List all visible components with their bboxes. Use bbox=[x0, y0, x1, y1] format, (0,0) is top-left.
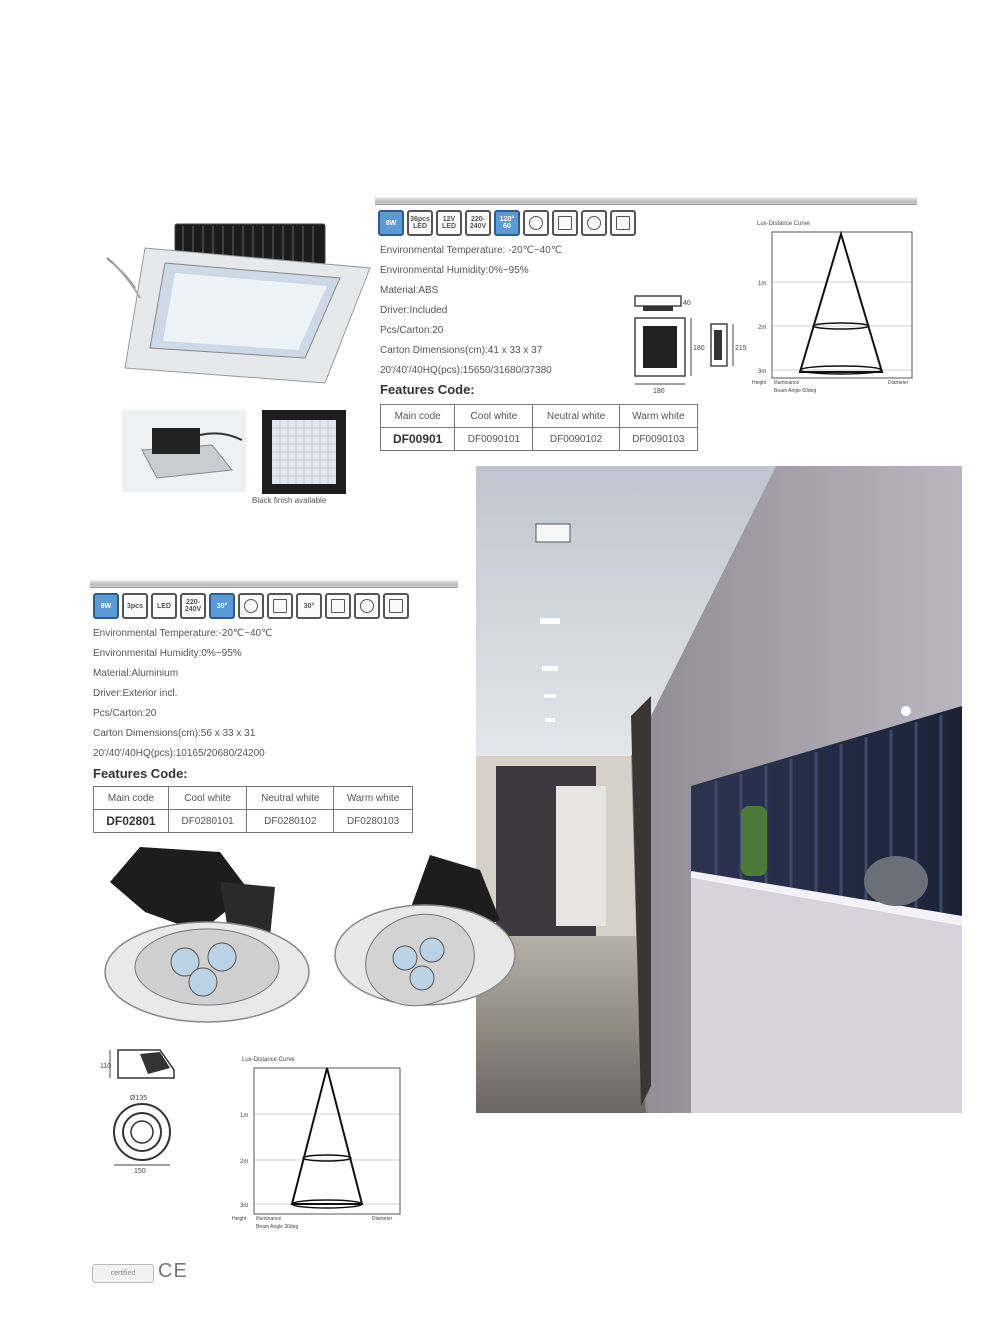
curve-2m: 2m bbox=[758, 325, 767, 331]
header-warm-white: Warm white bbox=[619, 405, 697, 428]
warm-white-code: DF0280103 bbox=[334, 810, 413, 833]
led-count-icon: 36pcs LED bbox=[407, 210, 433, 236]
neutral-white-code: DF0280102 bbox=[247, 810, 334, 833]
curve-diameter-label: Diameter bbox=[888, 380, 909, 386]
spec-temperature: Environmental Temperature: -20℃~40℃ bbox=[380, 245, 563, 256]
header-cool-white: Cool white bbox=[455, 405, 533, 428]
curve-illuminance-label: Illuminance bbox=[256, 1216, 282, 1222]
product2-features-title: Features Code: bbox=[93, 766, 188, 781]
spec-driver: Driver:Included bbox=[380, 305, 448, 316]
product1-features-title: Features Code: bbox=[380, 382, 475, 397]
product1-driver-photo bbox=[122, 410, 246, 492]
dim-cutout-label: Ø135 bbox=[130, 1095, 148, 1102]
power-icon: 8W bbox=[378, 210, 404, 236]
spec-humidity: Environmental Humidity:0%~95% bbox=[380, 265, 529, 276]
product1-black-finish-photo bbox=[262, 410, 346, 494]
neutral-white-code: DF0090102 bbox=[533, 428, 619, 451]
spec-humidity: Environmental Humidity:0%~95% bbox=[93, 648, 242, 659]
curve-illuminance-label: Illuminance bbox=[774, 380, 800, 386]
product1-specs bbox=[380, 241, 562, 381]
spec-container-qty: 20'/40'/40HQ(pcs):10165/20680/24200 bbox=[93, 748, 265, 759]
dimmable-icon bbox=[354, 593, 380, 619]
product1-dimension-drawing bbox=[625, 292, 750, 396]
spec-material: Material:ABS bbox=[380, 285, 439, 296]
curve-title: Lux-Distance Curve bbox=[757, 221, 810, 227]
product2-specs bbox=[93, 624, 272, 764]
curve-2m: 2m bbox=[240, 1159, 249, 1165]
curve-diameter-label: Diameter bbox=[372, 1216, 393, 1222]
rotation-icon bbox=[325, 593, 351, 619]
curve-3m: 3m bbox=[758, 369, 767, 375]
product1-lux-distance-curve bbox=[752, 216, 920, 398]
product2-lux-distance-curve bbox=[232, 1052, 404, 1234]
beam-angle-icon: 120° 60 bbox=[494, 210, 520, 236]
indoor-use-icon bbox=[523, 210, 549, 236]
dimmable-icon bbox=[581, 210, 607, 236]
spec-pcs-carton: Pcs/Carton:20 bbox=[380, 325, 444, 336]
spec-material: Material:Aluminium bbox=[93, 668, 179, 679]
cool-white-code: DF0280101 bbox=[168, 810, 247, 833]
header-neutral-white: Neutral white bbox=[247, 787, 334, 810]
led-count-icon: 3pcs bbox=[122, 593, 148, 619]
product2-downlight-front-photo bbox=[100, 842, 315, 1027]
input-voltage-icon: 220-240V bbox=[465, 210, 491, 236]
dim-depth-label: 180 bbox=[693, 345, 705, 352]
curve-beam-angle-label: Beam Angle 60deg bbox=[774, 388, 817, 394]
header-warm-white: Warm white bbox=[334, 787, 413, 810]
product2-header-rule bbox=[90, 580, 458, 588]
dim-side-label: 215 bbox=[735, 345, 747, 352]
cool-white-code: DF0090101 bbox=[455, 428, 533, 451]
product2-features-table bbox=[93, 786, 413, 833]
spec-container-qty: 20'/40'/40HQ(pcs):15650/31680/37380 bbox=[380, 365, 552, 376]
product1-feature-icons bbox=[378, 210, 636, 236]
spec-driver: Driver:Exterior incl. bbox=[93, 688, 178, 699]
main-code-value: DF02801 bbox=[94, 810, 169, 833]
dim-height-label: 110 bbox=[100, 1063, 112, 1070]
main-code-value: DF00901 bbox=[381, 428, 455, 451]
warning-icon bbox=[610, 210, 636, 236]
ce-mark-icon: CE bbox=[158, 1260, 188, 1282]
header-neutral-white: Neutral white bbox=[533, 405, 619, 428]
product2-downlight-tilted-photo bbox=[330, 850, 530, 1015]
certification-badge: certified bbox=[92, 1264, 154, 1283]
adjustable-angle-icon: 30° bbox=[296, 593, 322, 619]
dim-width-label: 150 bbox=[134, 1168, 146, 1175]
corridor-installation-photo bbox=[476, 466, 962, 1113]
curve-1m: 1m bbox=[758, 281, 767, 287]
curve-beam-angle-label: Beam Angle 30deg bbox=[256, 1224, 299, 1230]
curve-height-label: Height bbox=[232, 1216, 247, 1222]
led-type-icon: LED bbox=[151, 593, 177, 619]
beam-angle-icon: 30° bbox=[209, 593, 235, 619]
spec-carton-dimensions: Carton Dimensions(cm):41 x 33 x 37 bbox=[380, 345, 543, 356]
spec-carton-dimensions: Carton Dimensions(cm):56 x 33 x 31 bbox=[93, 728, 256, 739]
black-finish-caption: Black finish available bbox=[252, 496, 327, 505]
product2-feature-icons bbox=[93, 593, 409, 619]
class-insulation-icon bbox=[267, 593, 293, 619]
power-icon: 9W bbox=[93, 593, 119, 619]
spec-temperature: Environmental Temperature:-20℃~40℃ bbox=[93, 628, 273, 639]
curve-3m: 3m bbox=[240, 1203, 249, 1209]
curve-height-label: Height bbox=[752, 380, 767, 386]
header-main-code: Main code bbox=[381, 405, 455, 428]
warm-white-code: DF0090103 bbox=[619, 428, 697, 451]
header-cool-white: Cool white bbox=[168, 787, 247, 810]
dim-width-label: 180 bbox=[653, 388, 665, 395]
voltage-icon: 12V LED bbox=[436, 210, 462, 236]
product2-dimension-drawing bbox=[100, 1040, 190, 1175]
product1-panel-photo bbox=[105, 218, 375, 388]
input-voltage-icon: 220-240V bbox=[180, 593, 206, 619]
product1-features-table bbox=[380, 404, 698, 451]
spec-pcs-carton: Pcs/Carton:20 bbox=[93, 708, 157, 719]
indoor-use-icon bbox=[238, 593, 264, 619]
curve-1m: 1m bbox=[240, 1113, 249, 1119]
header-main-code: Main code bbox=[94, 787, 169, 810]
warning-icon bbox=[383, 593, 409, 619]
product1-header-rule bbox=[375, 197, 917, 205]
dim-height-label: 40 bbox=[683, 300, 691, 307]
curve-title: Lux-Distance Curve bbox=[242, 1057, 295, 1063]
class-insulation-icon bbox=[552, 210, 578, 236]
